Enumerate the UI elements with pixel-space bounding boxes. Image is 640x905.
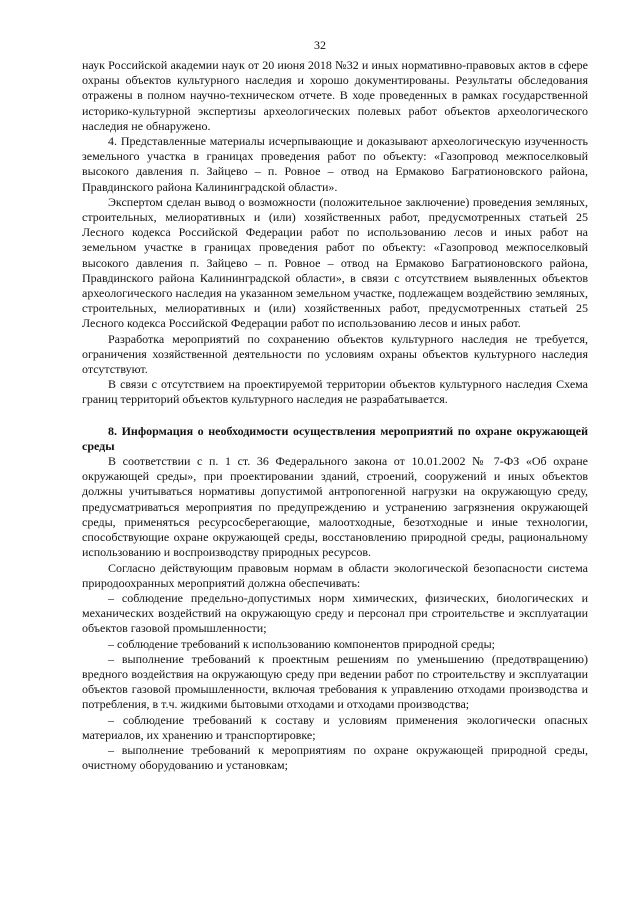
paragraph-item-4: 4. Представленные материалы исчерпывающие и доказывают археологическую изученность земельного участка в границах проведения работ по объекту: «Газопровод межпоселковый высокого давления п. Зайцево – п. Ровное – отвод на Ермаково Багратионовского района, Правдинского района Калининградской области». (82, 134, 588, 194)
document-body (82, 58, 588, 773)
section-spacer (82, 408, 588, 424)
section-8-list-item: – соблюдение предельно-допустимых норм химических, физических, биологических и механических воздействий на окружающую среду и персонал при строительстве и эксплуатации объектов газовой промышленности; (82, 590, 588, 636)
paragraph-continuation: наук Российской академии наук от 20 июня 2018 №32 и иных нормативно-правовых актов в сфере охраны объектов культурного наследия и хорошо документированы. Результаты обследования отражены в полном научно-техническом отчете. В ходе проведенных в рамках государственной историко-культурной экспертизы археологических полевых работ объектов археологического наследия не обнаружено. (82, 58, 588, 133)
paragraph-heritage-measures: Разработка мероприятий по сохранению объектов культурного наследия не требуется, ограничения хозяйственной деятельности по условиям охраны объектов культурного наследия отсутствуют. (82, 331, 588, 377)
section-8-list-item: – выполнение требований к проектным решениям по уменьшению (предотвращению) вредного воздействия на окружающую среду при ведении работ по строительству и эксплуатации объектов газовой промышленности, включая требования к управлению отходами производства и потребления, в т.ч. жидкими бытовыми отходами и отходами производства; (82, 651, 588, 712)
section-8-paragraph: В соответствии с п. 1 ст. 36 Федерального закона от 10.01.2002 № 7-ФЗ «Об охране окружающей среды», при проектировании зданий, строений, сооружений и иных объектов должны учитываться нормативы допустимой антропогенной нагрузки на окружающую среду, предусматриваться мероприятия по предупреждению и устранению загрязнения окружающей среды, применяться ресурсосберегающие, малоотходные, безотходные и иные технологии, способствующие охране окружающей среды, восстановлению природной среды, рациональному использованию и воспроизводству природных ресурсов. (82, 454, 588, 560)
section-8-list-item: – выполнение требований к мероприятиям по охране окружающей природной среды, очистному оборудованию и установкам; (82, 742, 588, 773)
page-number: 32 (314, 38, 326, 52)
section-8-list-item: – соблюдение требований к составу и условиям применения экологически опасных материалов, их хранению и транспортировке; (82, 712, 588, 742)
section-8-paragraph: Согласно действующим правовым нормам в области экологической безопасности система природоохранных мероприятий должна обеспечивать: (82, 560, 588, 590)
section-8-heading: 8. Информация о необходимости осуществления мероприятий по охране окружающей среды (82, 423, 588, 453)
paragraph-boundary-scheme: В связи с отсутствием на проектируемой территории объектов культурного наследия Схема границ территорий объектов культурного наследия не разрабатывается. (82, 377, 588, 407)
paragraph-expert-conclusion: Экспертом сделан вывод о возможности (положительное заключение) проведения земляных, строительных, мелиоративных и (или) хозяйственных работ, предусмотренных статьей 25 Лесного кодекса Российской Федерации работ по использованию лесов и иных работ на земельном участке в границах проведения работ по объекту: «Газопровод межпоселковый высокого давления п. Зайцево – п. Ровное – отвод на Ермаково Багратионовского района, Правдинского района Калининградской области», в связи с отсутствием выявленных объектов археологического наследия на указанном земельном участке, подлежащем воздействию земляных, строительных, мелиоративных и (или) хозяйственных работ, предусмотренных статьей 25 Лесного кодекса Российской Федерации работ по использованию лесов и иных работ. (82, 194, 588, 331)
section-8-list-item: – соблюдение требований к использованию компонентов природной среды; (108, 636, 495, 651)
